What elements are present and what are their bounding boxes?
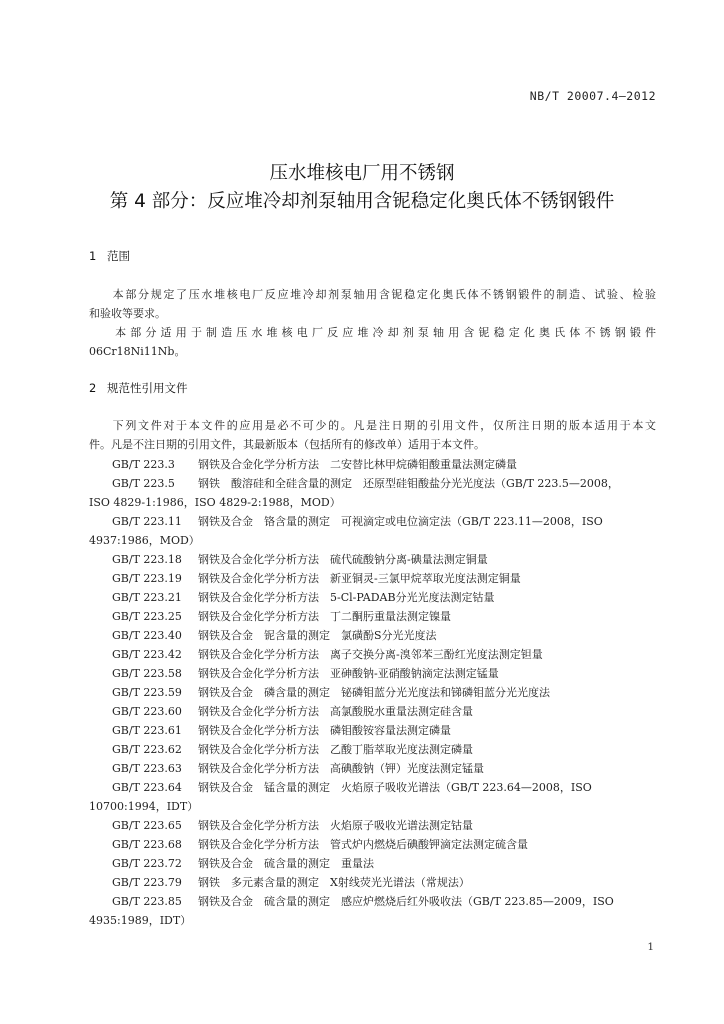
paragraph-line: 本部分适用于制造压水堆核电厂反应堆冷却剂泵轴用含铌稳定化奥氏体不锈钢锻件 [111, 326, 656, 339]
reference-title: 钢铁及合金 铬含量的测定 可视滴定或电位滴定法（GB/T 223.11—2008，ISO [198, 515, 603, 528]
paragraph-line: 下列文件对于本文件的应用是必不可少的。凡是注日期的引用文件，仅所注日期的版本适用于本文 [111, 419, 656, 432]
page-number: 1 [647, 941, 654, 953]
reference-code: GB/T 223.11 [112, 515, 182, 528]
reference-title: 钢铁及合金化学分析方法 高氯酸脱水重量法测定硅含量 [198, 705, 473, 718]
reference-code: GB/T 223.58 [112, 667, 182, 680]
reference-item [112, 684, 550, 700]
reference-title: 钢铁及合金化学分析方法 二安替比林甲烷磷钼酸重量法测定磷量 [198, 458, 517, 471]
reference-title: 钢铁及合金 磷含量的测定 铋磷钼蓝分光光度法和锑磷钼蓝分光光度法 [198, 686, 550, 699]
reference-code: GB/T 223.3 [112, 458, 175, 471]
reference-item [112, 589, 495, 605]
reference-code: GB/T 223.63 [112, 762, 182, 775]
reference-title: 钢铁及合金化学分析方法 5-Cl-PADAB分光光度法测定钴量 [198, 591, 495, 604]
reference-item [112, 608, 451, 624]
paragraph-line: 本部分规定了压水堆核电厂反应堆冷却剂泵轴用含铌稳定化奥氏体不锈钢锻件的制造、试验、检验 [111, 288, 656, 301]
standard-code: NB/T 20007.4—2012 [529, 89, 656, 103]
reference-item [112, 741, 473, 757]
reference-title: 钢铁及合金化学分析方法 火焰原子吸收光谱法测定钴量 [198, 819, 473, 832]
section-number: 1 [89, 249, 97, 263]
reference-item [112, 665, 499, 681]
reference-item [112, 722, 451, 738]
reference-item [112, 817, 473, 833]
reference-title: 钢铁及合金化学分析方法 高碘酸钠（钾）光度法测定锰量 [198, 762, 484, 775]
reference-code: GB/T 223.61 [112, 724, 182, 737]
reference-item [112, 513, 603, 529]
reference-item [112, 874, 470, 890]
reference-code: GB/T 223.18 [112, 553, 182, 566]
reference-item [112, 646, 543, 662]
reference-title: 钢铁及合金 锰含量的测定 火焰原子吸收光谱法（GB/T 223.64—2008，ISO [198, 781, 592, 794]
section-title: 范围 [107, 249, 130, 263]
references-intro [89, 416, 656, 454]
reference-item [112, 855, 374, 871]
paragraph-line: 件。凡是不注日期的引用文件，其最新版本（包括所有的修改单）适用于本文件。 [89, 438, 485, 451]
reference-title: 钢铁及合金化学分析方法 丁二酮肟重量法测定镍量 [198, 610, 451, 623]
document-subtitle: 第 4 部分：反应堆冷却剂泵轴用含铌稳定化奥氏体不锈钢锻件 [109, 191, 615, 212]
reference-item [112, 703, 473, 719]
section-number: 2 [89, 381, 97, 395]
paragraph-line: 和验收等要求。 [89, 307, 166, 320]
reference-item [112, 456, 517, 472]
reference-continuation: 4935:1989，IDT） [89, 914, 192, 927]
reference-code: GB/T 223.42 [112, 648, 182, 661]
reference-code: GB/T 223.21 [112, 591, 182, 604]
scope-paragraph-1 [89, 285, 656, 323]
reference-title: 钢铁及合金 铌含量的测定 氯磺酚S分光光度法 [198, 629, 437, 642]
section-1-heading [89, 248, 130, 264]
reference-title: 钢铁及合金化学分析方法 离子交换分离-溴邻苯三酚红光度法测定钽量 [198, 648, 543, 661]
reference-title: 钢铁及合金化学分析方法 磷钼酸铵容量法测定磷量 [198, 724, 451, 737]
reference-title: 钢铁及合金化学分析方法 亚砷酸钠-亚硝酸钠滴定法测定锰量 [198, 667, 499, 680]
reference-title: 钢铁及合金化学分析方法 新亚铜灵-三氯甲烷萃取光度法测定铜量 [198, 572, 521, 585]
reference-code: GB/T 223.40 [112, 629, 182, 642]
reference-title: 钢铁及合金 硫含量的测定 重量法 [198, 857, 374, 870]
reference-code: GB/T 223.85 [112, 895, 182, 908]
reference-title: 钢铁及合金化学分析方法 管式炉内燃烧后碘酸钾滴定法测定硫含量 [198, 838, 528, 851]
scope-paragraph-2 [89, 323, 656, 361]
reference-code: GB/T 223.62 [112, 743, 182, 756]
reference-item [112, 570, 521, 586]
reference-code: GB/T 223.19 [112, 572, 182, 585]
reference-item [112, 475, 619, 491]
reference-continuation: ISO 4829-1:1986，ISO 4829-2:1988，MOD） [89, 496, 341, 509]
reference-code: GB/T 223.72 [112, 857, 182, 870]
reference-item [112, 760, 484, 776]
reference-code: GB/T 223.64 [112, 781, 182, 794]
reference-title: 钢铁及合金化学分析方法 乙酸丁脂萃取光度法测定磷量 [198, 743, 473, 756]
document-title: 压水堆核电厂用不锈钢 [269, 163, 455, 184]
reference-item [112, 779, 592, 795]
section-title: 规范性引用文件 [107, 381, 188, 395]
reference-item [112, 893, 614, 909]
reference-continuation: 4937:1986，MOD） [89, 534, 200, 547]
reference-item [112, 627, 437, 643]
reference-code: GB/T 223.5 [112, 477, 175, 490]
reference-title: 钢铁 酸溶硅和全硅含量的测定 还原型硅钼酸盐分光光度法（GB/T 223.5—2008， [198, 477, 619, 490]
reference-code: GB/T 223.25 [112, 610, 182, 623]
reference-code: GB/T 223.59 [112, 686, 182, 699]
reference-item [112, 836, 528, 852]
reference-item [112, 551, 488, 567]
paragraph-line: 06Cr18Ni11Nb。 [89, 345, 186, 358]
reference-code: GB/T 223.60 [112, 705, 182, 718]
section-2-heading [89, 380, 188, 396]
reference-continuation: 10700:1994，IDT） [89, 800, 199, 813]
reference-title: 钢铁及合金化学分析方法 硫代硫酸钠分离-碘量法测定铜量 [198, 553, 488, 566]
reference-code: GB/T 223.65 [112, 819, 182, 832]
reference-code: GB/T 223.79 [112, 876, 182, 889]
reference-title: 钢铁 多元素含量的测定 X射线荧光光谱法（常规法） [198, 876, 470, 889]
reference-title: 钢铁及合金 硫含量的测定 感应炉燃烧后红外吸收法（GB/T 223.85—2009，ISO [198, 895, 614, 908]
reference-code: GB/T 223.68 [112, 838, 182, 851]
